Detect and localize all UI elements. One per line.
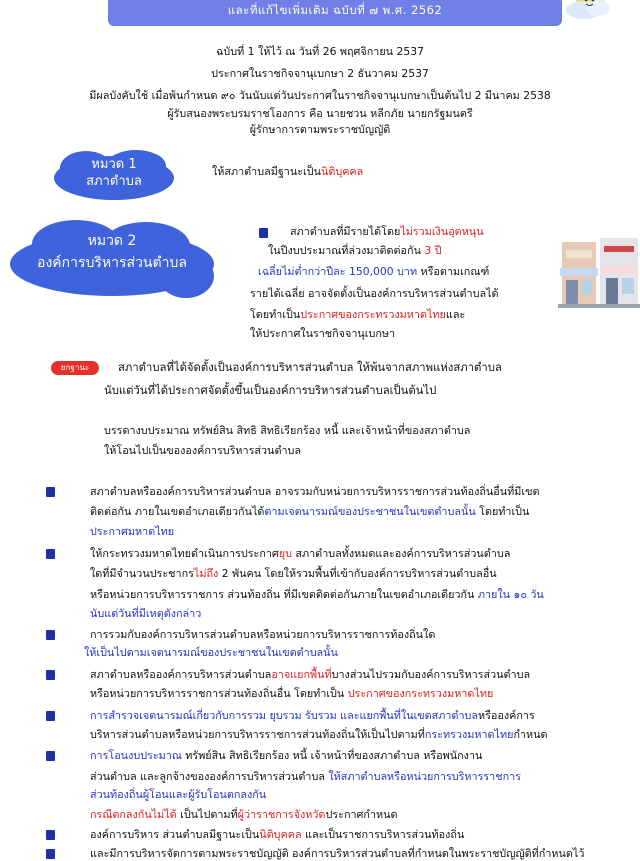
bullet-icon	[46, 830, 55, 840]
provision-5-line-2: บริหารส่วนตำบลหรือหน่วยการบริหารราชการส่วนท้องถิ่นให้เป็นไปตามที่กระทรวงมหาดไทยกำหนด	[90, 728, 548, 741]
intro-issue-date: ฉบับที่ 1 ให้ไว้ ณ วันที่ 26 พฤศจิกายน 2537	[216, 45, 424, 58]
provision-3-line-2: ให้เป็นไปตามเจตนารมณ์ของประชาชนในเขตตำบลนั้น	[84, 646, 338, 659]
provision-7-line-1: องค์การบริหาร ส่วนตำบลมีฐานะเป็นนิติบุคคล และเป็นราชการบริหารส่วนท้องถิ่น	[90, 828, 465, 841]
bullet-icon	[46, 487, 55, 497]
provision-4-line-1: สภาตำบลหรือองค์การบริหารส่วนตำบลอาจแยกพื้นที่บางส่วนไปรวมกับองค์การบริหารส่วนตำบล	[90, 668, 531, 681]
provision-6-line-3: ส่วนท้องถิ่นผู้โอนและผู้รับโอนตกลงกัน	[90, 788, 267, 801]
provision-8-line-1: และมีการบริหารจัดการตามพระราชบัญญัติ องค์การบริหารส่วนตำบลที่กำหนดในพระราชบัญญัติที่กำหนดไว้	[90, 847, 585, 860]
provision-6-line-4: กรณีตกลงกันไม่ได้ เป็นไปตามที่ผู้ว่าราชการจังหวัดประกาศกำหนด	[90, 808, 398, 821]
provision-1-line-1: สภาตำบลหรือองค์การบริหารส่วนตำบล อาจรวมกับหน่วยการบริหารราชการส่วนท้องถิ่นอื่นที่มีเขต	[90, 485, 540, 498]
intro-gazette-date: ประกาศในราชกิจจานุเบกษา 2 ธันวาคม 2537	[211, 67, 429, 80]
sec2-line-1: สภาตำบลที่มีรายได้โดยไม่รวมเงินอุดหนุน	[290, 225, 484, 238]
provision-6-line-1: การโอนงบประมาณ ทรัพย์สิน สิทธิเรียกร้อง หนี้ เจ้าหน้าที่ของสภาตำบล หรือพนักงาน	[90, 749, 483, 762]
upgrade-status-badge: ยกฐานะ	[51, 361, 99, 375]
chapter-1-title: สภาตำบล	[86, 174, 142, 189]
sec3-line-1: สภาตำบลที่ได้จัดตั้งเป็นองค์การบริหารส่วนตำบล ให้พ้นจากสภาพแห่งสภาตำบล	[118, 361, 502, 374]
cloud-sun-icon	[560, 0, 616, 28]
storefront-illustration	[558, 232, 640, 312]
sec2-line-6: ให้ประกาศในราชกิจจานุเบกษา	[250, 327, 396, 340]
chapter-2-cloud	[6, 218, 218, 302]
provision-1-line-2: ติดต่อกัน ภายในเขตอำเภอเดียวกันได้ตามเจตนารมณ์ของประชาชนในเขตตำบลนั้น โดยทำเป็น	[90, 505, 530, 518]
bullet-icon	[46, 670, 55, 680]
chapter-2-number: หมวด 2	[87, 233, 137, 249]
chapter-1-text: ให้สภาตำบลมีฐานะเป็นนิติบุคคล	[212, 165, 364, 178]
sec3-line-4: ให้โอนไปเป็นขององค์การบริหารส่วนตำบล	[104, 444, 301, 457]
bullet-icon	[46, 549, 55, 559]
provision-3-line-1: การรวมกับองค์การบริหารส่วนตำบลหรือหน่วยการบริหารราชการท้องถิ่นใด	[90, 628, 436, 641]
provision-2-line-1: ให้กระทรวงมหาดไทยดำเนินการประกาศยุบ สภาตำบลทั้งหมดและองค์การบริหารส่วนตำบล	[90, 547, 511, 560]
sec2-line-4: รายได้เฉลี่ย อาจจัดตั้งเป็นองค์การบริหารส่วนตำบลได้	[250, 287, 499, 300]
chapter-2-title: องค์การบริหารส่วนตำบล	[37, 255, 187, 271]
bullet-icon	[259, 228, 268, 238]
provision-5-line-1: การสำรวจเจตนารมณ์เกี่ยวกับการรวม ยุบรวม รับรวม และแยกพื้นที่ในเขตสภาตำบลหรือองค์การ	[90, 709, 535, 722]
chapter-1-cloud	[50, 148, 178, 202]
sec3-line-2: นับแต่วันที่ได้ประกาศจัดตั้งขึ้นเป็นองค์การบริหารส่วนตำบลเป็นต้นไป	[104, 384, 437, 397]
provision-4-line-2: หรือหน่วยการบริหารราชการส่วนท้องถิ่นอื่น โดยทำเป็น ประกาศของกระทรวงมหาดไทย	[90, 687, 494, 700]
intro-countersigned: ผู้รับสนองพระบรมราชโองการ คือ นายชวน หลีกภัย นายกรัฐมนตรี	[167, 107, 473, 120]
sec3-line-3: บรรดางบประมาณ ทรัพย์สิน สิทธิ สิทธิเรียกร้อง หนี้ และเจ้าหน้าที่ของสภาตำบล	[104, 424, 471, 437]
header-banner	[108, 0, 562, 26]
intro-enforcer: ผู้รักษาการตามพระราชบัญญัติ	[249, 123, 391, 136]
provision-1-line-3: ประกาศมหาดไทย	[90, 525, 175, 538]
provision-2-line-3: หรือหน่วยการบริหารราชการ ส่วนท้องถิ่น ที่มีเขตติดต่อกันภายในเขตอำเภอเดียวกัน ภายใน ๑๐ วัน	[90, 588, 544, 601]
sec2-line-3: เฉลี่ยไม่ต่ำกว่าปีละ 150,000 บาท หรือตามเกณฑ์	[258, 265, 490, 278]
provision-6-line-2: ส่วนตำบล และลูกจ้างขององค์การบริหารส่วนตำบล ให้สภาตำบลหรือหน่วยการบริหารราชการ	[90, 770, 521, 783]
header-title: และที่แก้ไขเพิ่มเติม ฉบับที่ ๗ พ.ศ. 2562	[227, 3, 443, 17]
intro-effective-date: มีผลบังคับใช้ เมื่อพ้นกำหนด ๙๐ วันนับแต่วันประกาศในราชกิจจานุเบกษาเป็นต้นไป 2 มีนาคม 2538	[89, 89, 551, 102]
sec2-line-2: ในปีงบประมาณที่ล่วงมาติดต่อกัน 3 ปี	[268, 244, 442, 257]
bullet-icon	[46, 751, 55, 761]
bullet-icon	[46, 711, 55, 721]
bullet-icon	[46, 849, 55, 859]
sec2-line-5: โดยทำเป็นประกาศของกระทรวงมหาดไทยและ	[250, 308, 466, 321]
provision-2-line-2: ใดที่มีจำนวนประชากรไม่ถึง 2 พันคน โดยให้รวมพื้นที่เข้ากับองค์การบริหารส่วนตำบลอื่น	[90, 567, 497, 580]
chapter-1-number: หมวด 1	[91, 157, 137, 172]
provision-2-line-4: นับแต่วันที่มีเหตุดังกล่าว	[90, 607, 202, 620]
bullet-icon	[46, 630, 55, 640]
